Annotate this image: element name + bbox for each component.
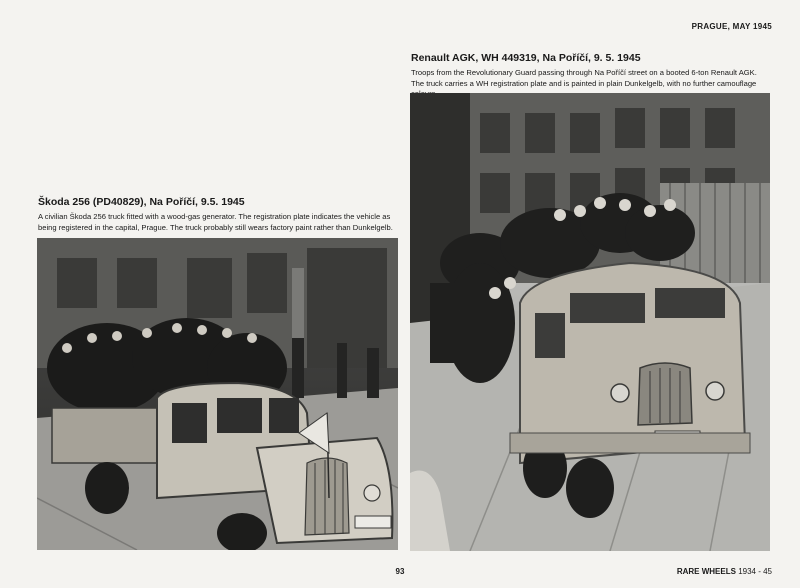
section-title: PRAGUE, MAY 1945 [691, 22, 772, 31]
renault-truck-photo [410, 93, 770, 551]
book-years: 1934 - 45 [738, 567, 772, 576]
left-photo-title: Škoda 256 (PD40829), Na Poříčí, 9.5. 1945 [38, 196, 245, 208]
skoda-truck-illustration [37, 238, 398, 550]
book-footer [677, 567, 772, 576]
book-title: RARE WHEELS [676, 567, 736, 576]
left-caption-block [38, 196, 400, 233]
left-photo-caption: A civilian Škoda 256 truck fitted with a wood-gas generator. The registration plate indicates the vehicle as being registered in the capital, Prague. The truck probably still wears factory paint rather than Dunkelgelb. [38, 212, 393, 232]
renault-truck-illustration [410, 93, 770, 551]
skoda-truck-photo [37, 238, 398, 550]
right-photo-caption: Troops from the Revolutionary Guard passing through Na Poříčí street on a booted 6-ton Renault AGK. The truck carries a WH registration plate and is painted in plain Dunkelgelb, with no further camouflage [411, 68, 757, 88]
page-number: 93 [395, 567, 405, 576]
right-photo-title: Renault AGK, WH 449319, Na Poříčí, 9. 5. 1945 [411, 52, 641, 64]
